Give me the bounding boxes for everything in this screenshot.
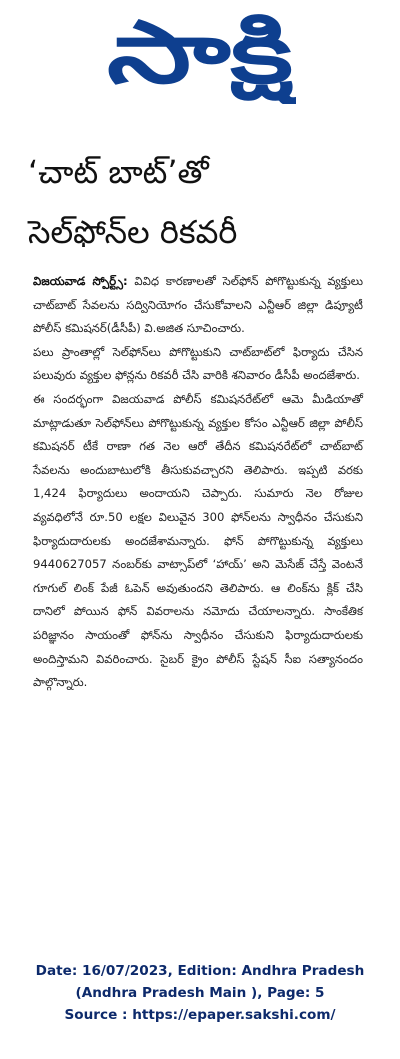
- paragraph-1-text: వివిధ కారణాలతో సెల్‌ఫోన్ పోగొట్టుకున్న వ్యక్తులు చాట్‌బాట్ సేవలను సద్వినియోగం చేసుకోవాలని ఎన్టీఆర్ జిల్లా డిప్యూటీ పోలీస్ కమిషనర్(డీసీపీ) వి.అజిత సూచించారు.: [33, 274, 364, 336]
- article-paragraph-1: [33, 270, 363, 341]
- footer-source: Source : https://epaper.sakshi.com/: [64, 1007, 336, 1023]
- article-body: [33, 270, 363, 695]
- sakshi-logo: [104, 8, 296, 104]
- article-paragraph-3: ఈ సందర్భంగా విజయవాడ పోలీస్ కమిషనరేట్‌లో ఆమె మీడియాతో మాట్లాడుతూ సెల్‌ఫోన్‌లు పోగొట్టుకున్న వ్యక్తుల కోసం ఎన్టీఆర్ జిల్లా పోలీస్ కమిషనర్ టీకే రాణా గత నెల ఆరో తేదీన కమిషనరేట్‌లో చాట్‌బాట్ సేవలను అందుబాటులోకి తీసుకువచ్చారని తెలిపారు. ఇప్పటి వరకు 1,424 ఫిర్యాదులు అందాయని చెప్పారు. సుమారు నెల రోజుల వ్యవధిలోనే రూ.50 లక్షల విలువైన 300 ఫోన్‌లను స్వాధీనం చేసుకుని ఫిర్యాదుదారులకు అందజేశామన్నారు. ఫోన్ పోగొట్టుకున్న వ్యక్తులు 9440627057 నంబర్‌కు వాట్సాప్‌లో ‘హాయ్’ అని మెసేజ్ చేస్తే వెంటనే గూగుల్ లింక్ పేజీ ఓపెన్ అవుతుందని తెలిపారు. ఆ లింక్‌ను క్లిక్ చేసి దానిలో పోయిన ఫోన్ వివరాలను నమోదు చేయాలన్నారు. సాంకేతిక పరిజ్ఞానం సాయంతో ఫోన్‌ను స్వాధీనం చేసుకుని ఫిర్యాదుదారులకు అందిస్తామని వివరించారు. సైబర్ క్రైం పోలీస్ స్టేషన్ సీఐ సత్యానందం పాల్గొన్నారు.: [33, 391, 363, 690]
- article-paragraph-2: పలు ప్రాంతాల్లో సెల్‌ఫోన్‌లు పోగొట్టుకుని చాట్‌బాట్‌లో ఫిర్యాదు చేసిన పలువురు వ్యక్తుల ఫోన్లను రికవరీ చేసి వారికి శనివారం డీసీపీ అందజేశారు.: [33, 344, 363, 383]
- headline-line-1: ‘చాట్ బాట్’తో: [28, 153, 209, 191]
- footer-date-edition: Date: 16/07/2023, Edition: Andhra Pradesh: [35, 963, 365, 979]
- dateline: విజయవాడ స్పోర్ట్స్:: [33, 274, 128, 288]
- footer-page: (Andhra Pradesh Main ), Page: 5: [75, 985, 325, 1001]
- logo-text: సాక్షి: [107, 8, 241, 103]
- edition-footer: [0, 960, 400, 1026]
- headline-line-2: సెల్‌ఫోన్‌ల రికవరీ: [28, 213, 238, 251]
